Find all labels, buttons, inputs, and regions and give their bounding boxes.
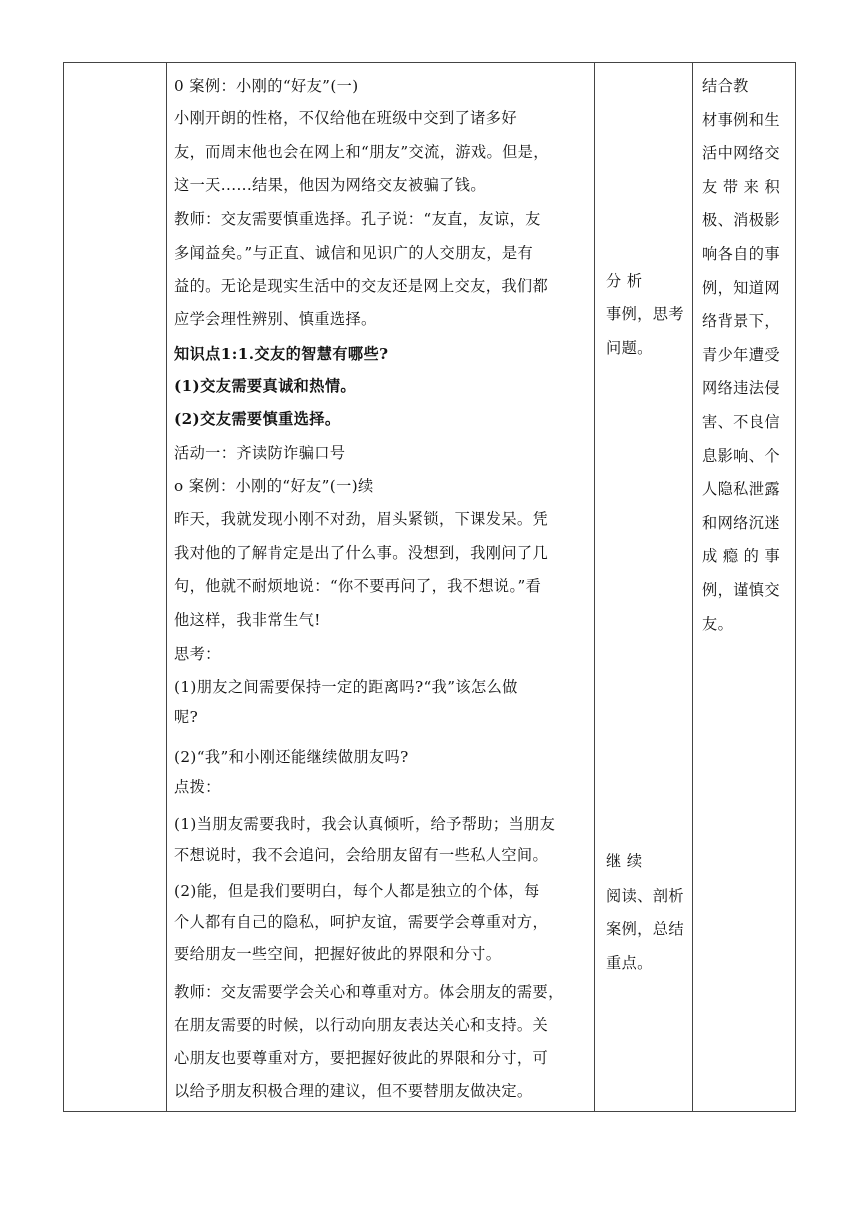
design-intent-line: 例，知道网 — [702, 278, 780, 297]
content-line: (2)交友需要慎重选择。 — [174, 410, 341, 428]
content-line: 小刚开朗的性格，不仅给他在班级中交到了诸多好 — [174, 109, 517, 127]
content-line: (1)朋友之间需要保持一定的距离吗?“我”该怎么做 — [174, 678, 518, 696]
content-line: 这一天......结果，他因为网络交友被骗了钱。 — [174, 176, 486, 194]
student-activity-line: 问题。 — [606, 339, 653, 357]
design-intent-line: 成 瘾 的 事 — [702, 547, 781, 566]
content-line: 以给予朋友积极合理的建议，但不要替朋友做决定。 — [174, 1082, 533, 1100]
content-line: 0 案例：小刚的“好友”(一) — [174, 77, 359, 95]
content-line: (1)交友需要真诚和热情。 — [174, 377, 357, 395]
design-intent-line: 息影响、个 — [702, 446, 780, 465]
content-line: (1)当朋友需要我时，我会认真倾听，给予帮助；当朋友 — [174, 815, 556, 833]
student-activity-line: 重点。 — [606, 954, 653, 972]
content-line: 多闻益矣。”与正直、诚信和见识广的人交朋友，是有 — [174, 244, 534, 262]
content-line: 思考： — [174, 645, 221, 663]
design-intent-line: 友 带 来 积 — [702, 177, 781, 196]
design-intent-line: 友。 — [702, 614, 734, 633]
design-intent-line: 材事例和生 — [702, 110, 780, 129]
student-activity-line: 分 析 — [606, 272, 643, 290]
content-line: 教师：交友需要慎重选择。孔子说：“友直，友谅，友 — [174, 210, 541, 228]
student-activity-line: 继 续 — [606, 852, 643, 870]
content-line: 个人都有自己的隐私，呵护友谊，需要学会尊重对方， — [174, 913, 549, 931]
content-line: 呢? — [174, 708, 199, 726]
design-intent-line: 网络违法侵 — [702, 379, 780, 398]
design-intent-line: 极、消极影 — [702, 211, 780, 230]
content-line: 益的。无论是现实生活中的交友还是网上交友，我们都 — [174, 277, 549, 295]
design-intent-line: 人隐私泄露 — [702, 480, 780, 499]
content-line: 不想说时，我不会追问，会给朋友留有一些私人空间。 — [174, 846, 549, 864]
content-line: 他这样，我非常生气! — [174, 611, 321, 629]
design-intent-line: 和网络沉迷 — [702, 513, 780, 532]
student-activity-column — [596, 63, 692, 1111]
content-line: 应学会理性辨别、慎重选择。 — [174, 310, 377, 328]
content-line: o 案例：小刚的“好友”(一)续 — [174, 477, 374, 495]
design-intent-line: 青少年遭受 — [702, 345, 780, 364]
content-line: (2)“我”和小刚还能继续做朋友吗? — [174, 748, 409, 766]
student-activity-line: 事例，思考 — [606, 305, 684, 323]
content-line: 我对他的了解肯定是出了什么事。没想到，我刚问了几 — [174, 544, 549, 562]
content-line: (2)能，但是我们要明白，每个人都是独立的个体，每 — [174, 882, 540, 900]
column-divider — [594, 63, 595, 1111]
design-intent-line: 活中网络交 — [702, 144, 780, 163]
content-line: 要给朋友一些空间，把握好彼此的界限和分寸。 — [174, 945, 502, 963]
design-intent-column — [694, 63, 796, 1111]
design-intent-line: 响各自的事 — [702, 245, 780, 263]
content-line: 知识点1:1.交友的智慧有哪些? — [174, 345, 389, 363]
student-activity-line: 阅读、剖析 — [606, 887, 684, 905]
content-line: 句，他就不耐烦地说：“你不要再问了，我不想说。”看 — [174, 577, 542, 595]
empty-first-column — [64, 63, 166, 1111]
lesson-table — [63, 62, 796, 1112]
column-divider — [692, 63, 693, 1111]
design-intent-line: 例，谨慎交 — [702, 581, 780, 599]
content-line: 活动一：齐读防诈骗口号 — [174, 444, 346, 462]
content-line: 点拨： — [174, 778, 221, 796]
content-line: 昨天，我就发现小刚不对劲，眉头紧锁，下课发呆。凭 — [174, 510, 549, 528]
content-line: 在朋友需要的时候，以行动向朋友表达关心和支持。关 — [174, 1016, 549, 1034]
student-activity-line: 案例，总结 — [606, 920, 684, 938]
teaching-content-column — [174, 63, 594, 1111]
content-line: 教师：交友需要学会关心和尊重对方。体会朋友的需要， — [174, 983, 564, 1001]
content-line: 心朋友也要尊重对方，要把握好彼此的界限和分寸，可 — [174, 1049, 549, 1067]
design-intent-line: 结合教 — [702, 77, 749, 95]
column-divider — [166, 63, 167, 1111]
design-intent-line: 害、不良信 — [702, 413, 780, 431]
content-line: 友，而周末他也会在网上和“朋友”交流，游戏。但是， — [174, 143, 549, 161]
design-intent-line: 络背景下， — [702, 312, 780, 331]
